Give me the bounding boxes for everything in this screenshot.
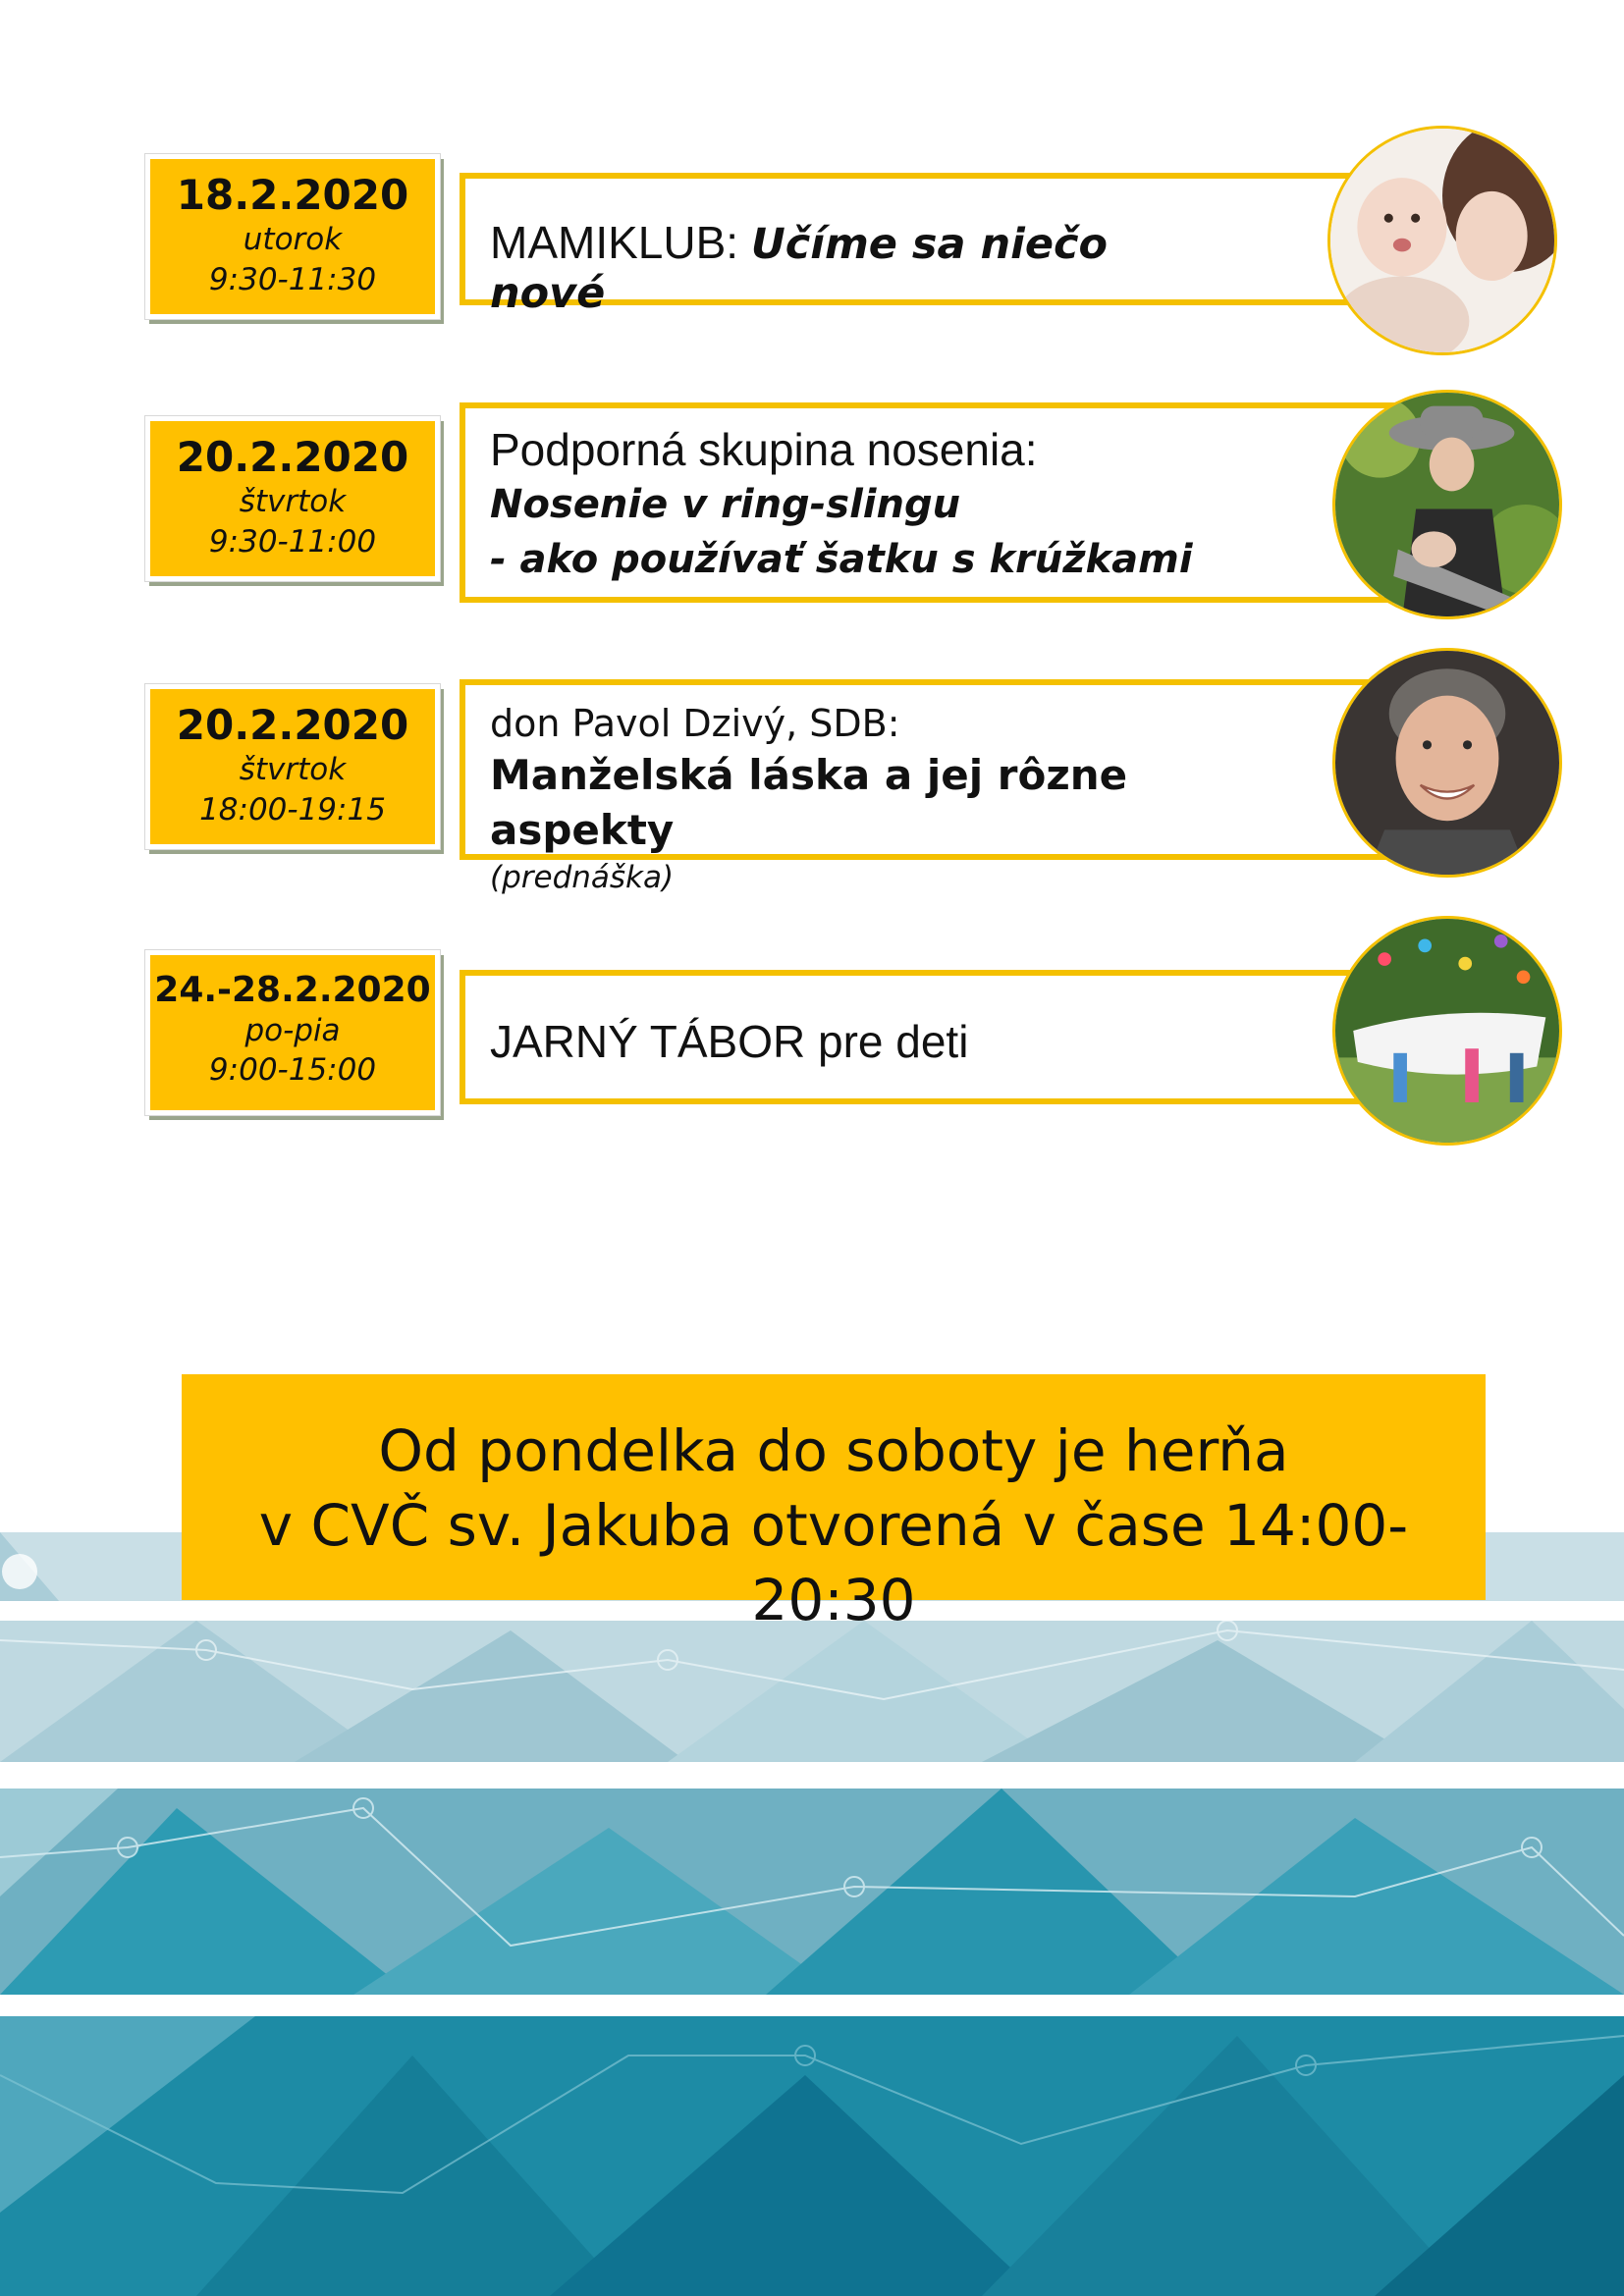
banner-line-2: v CVČ sv. Jakuba otvorená v čase 14:00-20:30 [258,1492,1409,1633]
event-3-date-box [145,684,440,849]
event-3-speaker: don Pavol Dzivý, SDB: [490,702,900,745]
event-3-time: 18:00-19:15 [199,791,386,828]
event-2-title-box [460,402,1402,603]
event-2-title [490,422,1229,587]
speaker-portrait-photo [1332,648,1562,878]
banner-line-1: Od pondelka do soboty je herňa [378,1417,1289,1484]
event-3-note: (prednáška) [490,860,675,895]
event-3-topic: Manželská láska a jej rôzne aspekty [490,751,1128,854]
playroom-hours-banner [182,1374,1486,1633]
event-1-title-box [460,173,1402,318]
mother-and-baby-photo [1327,126,1557,355]
event-3-date: 20.2.2020 [176,701,409,749]
event-1-title [490,216,1229,318]
children-playing-outdoors-photo [1332,916,1562,1146]
event-2-title-line3: - ako používať šatku s krúžkami [490,537,1193,582]
event-1-day: utorok [243,222,343,258]
event-2-day: štvrtok [239,484,347,520]
event-2-date: 20.2.2020 [176,433,409,481]
event-1-title-italic: Učíme sa niečo nové [490,220,1109,318]
event-3-day: štvrtok [239,752,347,788]
event-1-time: 9:30-11:30 [208,261,377,297]
event-2-date-box [145,416,440,581]
event-3-title [490,699,1229,897]
event-4-date-box [145,950,440,1115]
event-4-title: JARNÝ TÁBOR pre deti [490,1016,969,1067]
event-4-day: po-pia [244,1013,341,1049]
babywearing-mother-photo [1332,390,1562,619]
event-2-time: 9:30-11:00 [208,523,377,560]
event-1-date-box [145,154,440,319]
event-3-title-box [460,679,1402,895]
event-1-title-plain: MAMIKLUB: [490,217,751,268]
event-2-title-line1: Podporná skupina nosenia: [490,424,1038,475]
background-band-3 [0,2016,1624,2296]
event-4-time: 9:00-15:00 [208,1052,377,1089]
background-band-2 [0,1789,1624,1995]
event-2-title-line2: Nosenie v ring-slingu [490,482,961,527]
event-4-date: 24.-28.2.2020 [154,970,431,1010]
background-band-1 [0,1621,1624,1762]
event-4-title-box [460,970,1402,1104]
event-1-date: 18.2.2020 [176,171,409,219]
